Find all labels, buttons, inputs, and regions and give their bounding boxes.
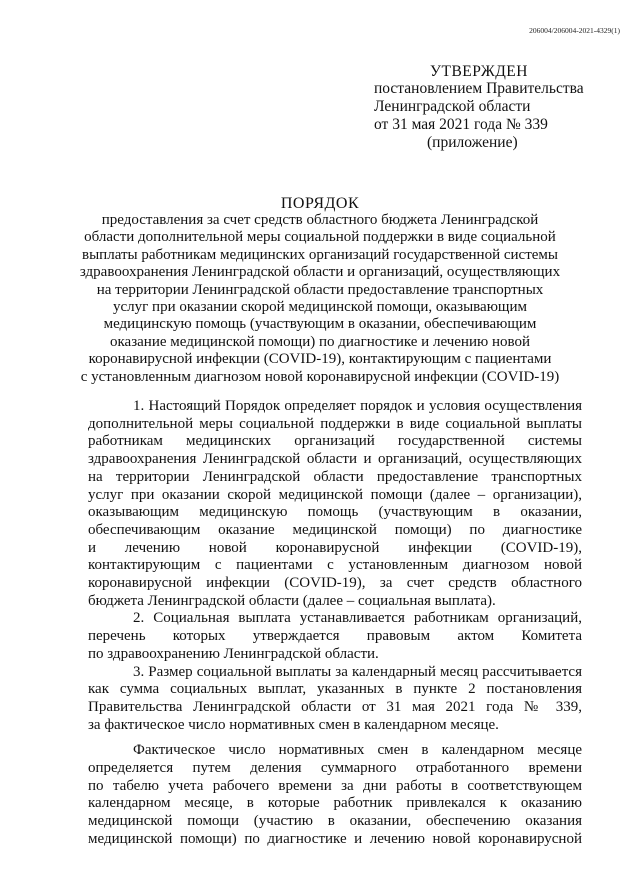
paragraph-3 [88, 664, 582, 735]
subtitle-line: области дополнительной меры социальной поддержки в виде социальной [84, 229, 556, 246]
text-line: 1. Настоящий Порядок определяет порядок и условия осуществления [133, 398, 582, 414]
text-line: Правительства Ленинградской области от 31 мая 2021 года № 339, [88, 698, 582, 715]
text-line: бюджета Ленинградской области (далее – социальная выплата). [88, 592, 496, 609]
text-line: медицинской помощи) по диагностике и лечению новой коронавирусной [88, 830, 582, 847]
text-line: оказывающим медицинскую помощь (участвующим в оказании, [88, 504, 582, 521]
text-line: определяется путем деления суммарного отработанного времени [88, 760, 582, 777]
text-line: дополнительной меры социальной поддержки в виде социальной выплаты [88, 415, 582, 432]
document-heading: ПОРЯДОК [280, 195, 360, 212]
subtitle-line: медицинскую помощь (участвующим в оказании, обеспечивающим [103, 316, 537, 333]
text-line: здравоохранения Ленинградской области и организаций, осуществляющих [88, 451, 582, 468]
text-line: медицинской помощи (участию в оказании, обеспечению оказания [88, 813, 582, 830]
text-line: за фактическое число нормативных смен в календарном месяце. [88, 716, 499, 733]
document-subtitle [40, 212, 600, 386]
document-id: 206004/206004-2021-4329(1) [529, 26, 620, 35]
text-line: услуг при оказании скорой медицинской помощи (далее – организации), [88, 486, 582, 503]
text-line: и лечению новой коронавирусной инфекции (COVID-19), [88, 539, 582, 556]
text-line: по табелю учета рабочего времени за дни работы в соответствующем [88, 777, 582, 794]
text-line: перечень которых утверждается правовым актом Комитета [88, 628, 582, 645]
approval-line: Ленинградской области [374, 98, 531, 115]
subtitle-line: с установленным диагнозом новой коронавирусной инфекции (COVID-19) [80, 368, 560, 385]
text-line: по здравоохранению Ленинградской области. [88, 645, 379, 662]
paragraph-4 [88, 742, 582, 848]
text-line: Фактическое число нормативных смен в календарном месяце [133, 742, 582, 759]
text-line: на территории Ленинградской области предоставление транспортных [88, 468, 582, 485]
text-line: календарном месяце, в которые работник привлекался к оказанию [88, 795, 582, 812]
subtitle-line: предоставления за счет средств областного бюджета Ленинградской [101, 212, 539, 228]
text-line: работникам медицинских организаций государственной системы [88, 433, 582, 450]
subtitle-line: оказание медицинской помощи) по диагностике и лечению новой [110, 333, 530, 350]
text-line: как сумма социальных выплат, указанных в пункте 2 постановления [88, 681, 582, 698]
approval-line: (приложение) [427, 134, 518, 151]
document-body [88, 398, 582, 849]
approval-line: постановлением Правительства [374, 80, 584, 97]
text-line: 3. Размер социальной выплаты за календарный месяц рассчитывается [133, 663, 582, 680]
paragraph-1 [88, 398, 582, 610]
subtitle-line: выплаты работникам медицинских организаций государственной системы [82, 246, 558, 263]
subtitle-line: коронавирусной инфекции (COVID-19), контактирующим с пациентами [88, 351, 552, 368]
paragraph-2 [88, 610, 582, 663]
text-line: контактирующим с пациентами с установленным диагнозом новой [88, 557, 582, 574]
approval-line: от 31 мая 2021 года № 339 [374, 116, 548, 133]
approval-title: УТВЕРЖДЕН [430, 63, 528, 80]
text-line: коронавирусной инфекции (COVID-19), за счет средств областного [88, 575, 582, 592]
subtitle-line: здравоохранения Ленинградской области и организаций, осуществляющих [79, 264, 561, 281]
subtitle-line: услуг при оказании скорой медицинской помощи, оказывающим [113, 299, 527, 316]
text-line: 2. Социальная выплата устанавливается работникам организаций, [133, 610, 582, 627]
text-line: обеспечивающим оказание медицинской помощи) по диагностике [88, 521, 582, 538]
subtitle-line: на территории Ленинградской области предоставление транспортных [96, 281, 544, 298]
